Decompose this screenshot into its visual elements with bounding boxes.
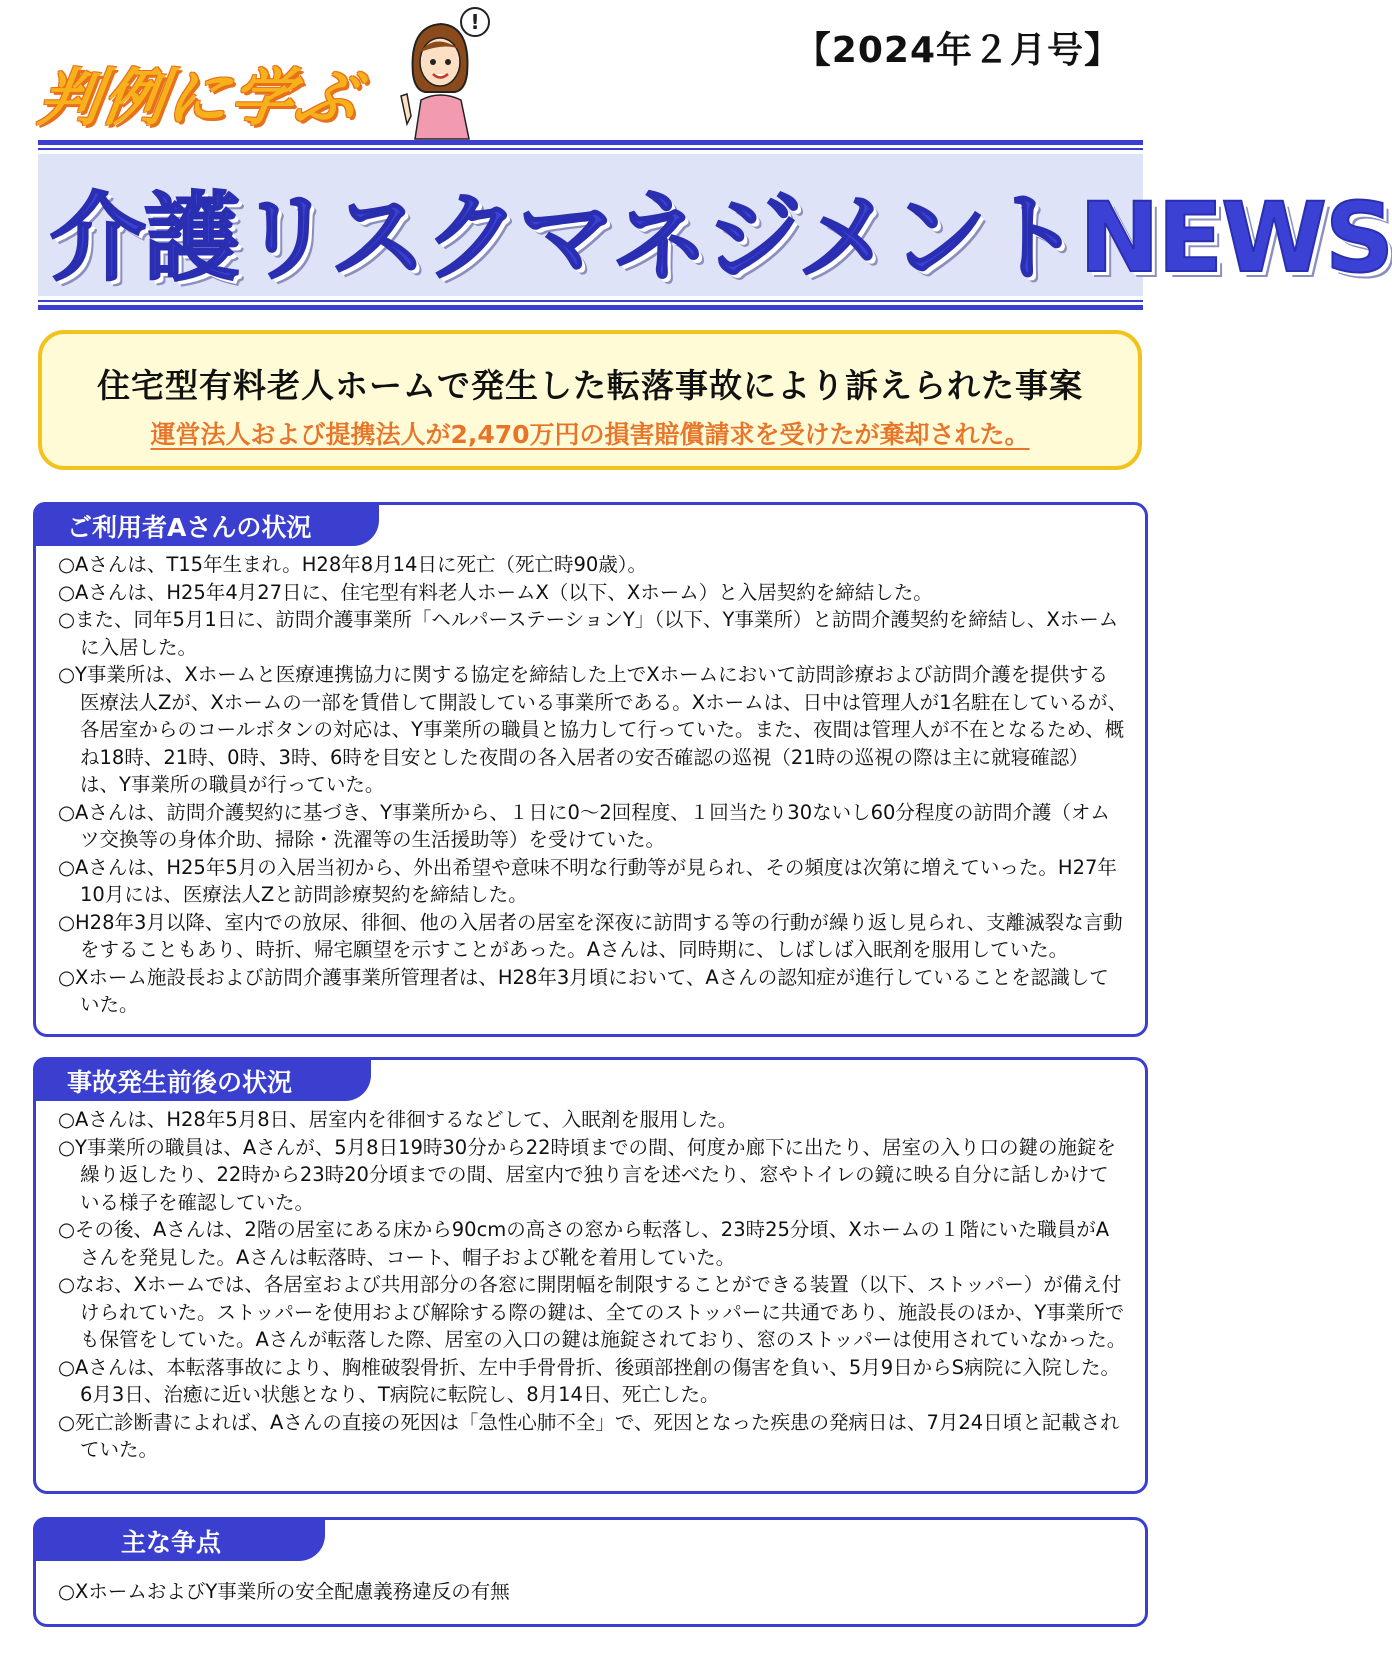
- section-main-issues: [33, 1517, 1148, 1627]
- section-user-status: [33, 502, 1148, 1037]
- section-accident-circumstances: [33, 1057, 1148, 1494]
- list-item: ○また、同年5月1日に、訪問介護事業所「ヘルパーステーションY」（以下、Y事業所）と訪問介護契約を締結し、Xホームに入居した。: [58, 608, 1119, 659]
- banner-title: 介護リスクマネジメントNEWS: [50, 182, 1392, 294]
- section-body: [58, 1106, 1127, 1464]
- issue-date: 【2024年２月号】: [794, 30, 1121, 71]
- headline-box: [38, 330, 1142, 470]
- section-body: [58, 551, 1127, 1019]
- section-title: 事故発生前後の状況: [33, 1057, 371, 1101]
- news-banner: [38, 140, 1392, 310]
- series-logo: 判例に学ぶ: [34, 61, 365, 134]
- list-item: ○なお、Xホームでは、各居室および共用部分の各窓に開閉幅を制限することができる装置（以下、ストッパー）が備え付けられていた。ストッパーを使用および解除する際の鍵は、全てのストッパーに共通であり、施設長のほか、Y事業所でも保管をしていた。Aさんが転落した際、居室の入口の鍵は施錠されており、窓のストッパーは使用されていなかった。: [58, 1273, 1127, 1351]
- section-title: 主な争点: [33, 1517, 325, 1561]
- headline-main: 住宅型有料老人ホームで発生した転落事故により訴えられた事案: [97, 366, 1083, 405]
- list-item: ○死亡診断書によれば、Aさんの直接の死因は「急性心肺不全」で、死因となった疾患の発病日は、7月24日頃と記載されていた。: [58, 1410, 1120, 1461]
- list-item: ○Aさんは、訪問介護契約に基づき、Y事業所から、１日に0～2回程度、１回当たり30ないし60分程度の訪問介護（オムツ交換等の身体介助、掃除・洗濯等の生活援助等）を受けていた。: [58, 800, 1110, 851]
- section-title: ご利用者Aさんの状況: [33, 502, 379, 546]
- section-body: [58, 1578, 1127, 1606]
- list-item: ○Aさんは、本転落事故により、胸椎破裂骨折、左中手骨骨折、後頭部挫創の傷害を負い、5月9日からS病院に入院した。6月3日、治癒に近い状態となり、T病院に転院し、8月14日、死亡した。: [58, 1355, 1121, 1406]
- list-item: ○Aさんは、H25年4月27日に、住宅型有料老人ホームX（以下、Xホーム）と入居契約を締結した。: [58, 580, 933, 604]
- list-item: ○Aさんは、H25年5月の入居当初から、外出希望や意味不明な行動等が見られ、その頻度は次第に増えていった。H27年10月には、医療法人Zと訪問診療契約を締結した。: [58, 855, 1117, 906]
- list-item: ○その後、Aさんは、2階の居室にある床から90cmの高さの窓から転落し、23時25分頃、Xホームの１階にいた職員がAさんを発見した。Aさんは転落時、コート、帽子および靴を着用していた。: [58, 1218, 1110, 1269]
- woman-pointing-exclamation-icon: [395, 4, 510, 139]
- list-item: ○Aさんは、H28年5月8日、居室内を徘徊するなどして、入眠剤を服用した。: [58, 1108, 738, 1131]
- svg-text:!: !: [470, 10, 480, 34]
- headline-sub: 運営法人および提携法人が2,470万円の損害賠償請求を受けたが棄却された。: [150, 420, 1030, 449]
- list-item: ○H28年3月以降、室内での放尿、徘徊、他の入居者の居室を深夜に訪問する等の行動が繰り返し見られ、支離滅裂な言動をすることもあり、時折、帰宅願望を示すことがあった。Aさんは、同時期に、しばしば入眠剤を服用していた。: [58, 910, 1123, 961]
- list-item: ○Xホーム施設長および訪問介護事業所管理者は、H28年3月頃において、Aさんの認知症が進行していることを認識していた。: [58, 965, 1109, 1016]
- list-item: ○Aさんは、T15年生まれ。H28年8月14日に死亡（死亡時90歳）。: [58, 553, 648, 576]
- list-item: ○Y事業所の職員は、Aさんが、5月8日19時30分から22時頃までの間、何度か廊下に出たり、居室の入り口の鍵の施錠を繰り返したり、22時から23時20分頃までの間、居室内で独り言を述べたり、窓やトイレの鏡に映る自分に話しかけている様子を確認していた。: [58, 1135, 1117, 1214]
- list-item: ○Y事業所は、Xホームと医療連携協力に関する協定を締結した上でXホームにおいて訪問診療および訪問介護を提供する医療法人Zが、Xホームの一部を賃借して開設している事業所である。Xホームは、日中は管理人が1名駐在しているが、各居室からのコールボタンの対応は、Y事業所の職員と協力して行っていた。また、夜間は管理人が不在となるため、概ね18時、21時、0時、3時、6時を目安とした夜間の各入居者の安否確認の巡視（21時の巡視の際は主に就寝確認）は、Y事業所の職員が行っていた。: [58, 663, 1127, 796]
- list-item: ○XホームおよびY事業所の安全配慮義務違反の有無: [58, 1580, 510, 1603]
